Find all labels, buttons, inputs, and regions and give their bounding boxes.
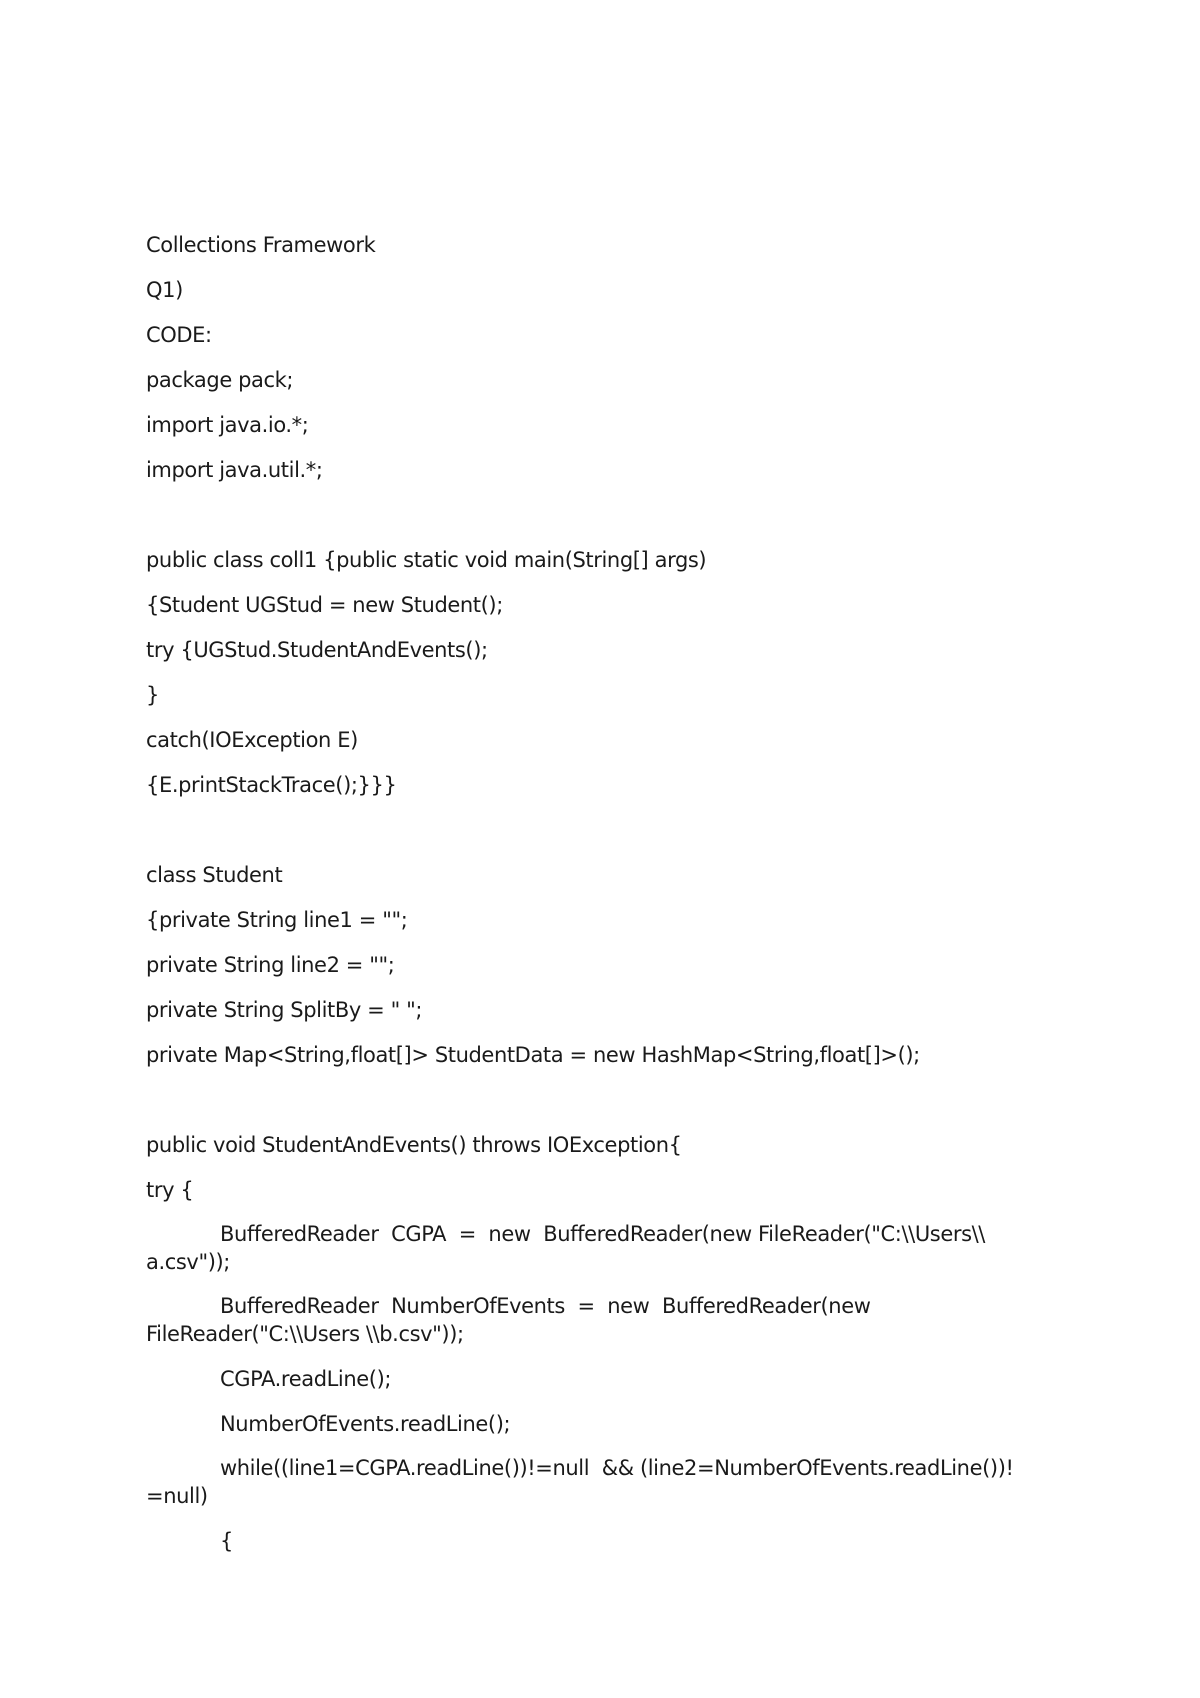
wrapped-code-line [146,1220,1066,1292]
code-line: private String line2 = ""; [146,953,395,977]
code-line: { [220,1529,233,1553]
code-line: try {UGStud.StudentAndEvents(); [146,638,488,662]
wrapped-line-start: while((line1=CGPA.readLine())!=null && (line2=NumberOfEvents.readLine())! [220,1456,1014,1480]
wrapped-line-end: FileReader("C:\\Users \\b.csv")); [146,1322,464,1346]
document-title: Collections Framework [146,233,376,257]
code-line: {private String line1 = ""; [146,908,408,932]
wrapped-line-start: BufferedReader NumberOfEvents = new BufferedReader(new [220,1294,871,1318]
code-line: import java.io.*; [146,413,309,437]
blank-line [146,1085,1066,1130]
code-line: public void StudentAndEvents() throws IOException{ [146,1133,682,1157]
wrapped-line-start: BufferedReader CGPA = new BufferedReader(new FileReader("C:\\Users\\ [220,1222,985,1246]
wrapped-code-line [146,1454,1066,1526]
code-line: NumberOfEvents.readLine(); [220,1412,511,1436]
question-label: Q1) [146,278,183,302]
code-label: CODE: [146,323,212,347]
code-line: } [146,683,159,707]
code-line: catch(IOException E) [146,728,358,752]
wrapped-line-end: =null) [146,1484,208,1508]
code-line: public class coll1 {public static void main(String[] args) [146,548,707,572]
wrapped-code-line [146,1292,1066,1364]
code-line: private String SplitBy = " "; [146,998,423,1022]
code-line: {Student UGStud = new Student(); [146,593,503,617]
wrapped-line-end: a.csv")); [146,1250,230,1274]
blank-line [146,815,1066,860]
code-line: CGPA.readLine(); [220,1367,392,1391]
blank-line [146,500,1066,545]
code-listing [146,230,1066,1571]
code-line: package pack; [146,368,294,392]
code-line: {E.printStackTrace();}}} [146,773,397,797]
code-line: private Map<String,float[]> StudentData = new HashMap<String,float[]>(); [146,1043,920,1067]
code-line: import java.util.*; [146,458,323,482]
code-line: try { [146,1178,194,1202]
code-line: class Student [146,863,283,887]
